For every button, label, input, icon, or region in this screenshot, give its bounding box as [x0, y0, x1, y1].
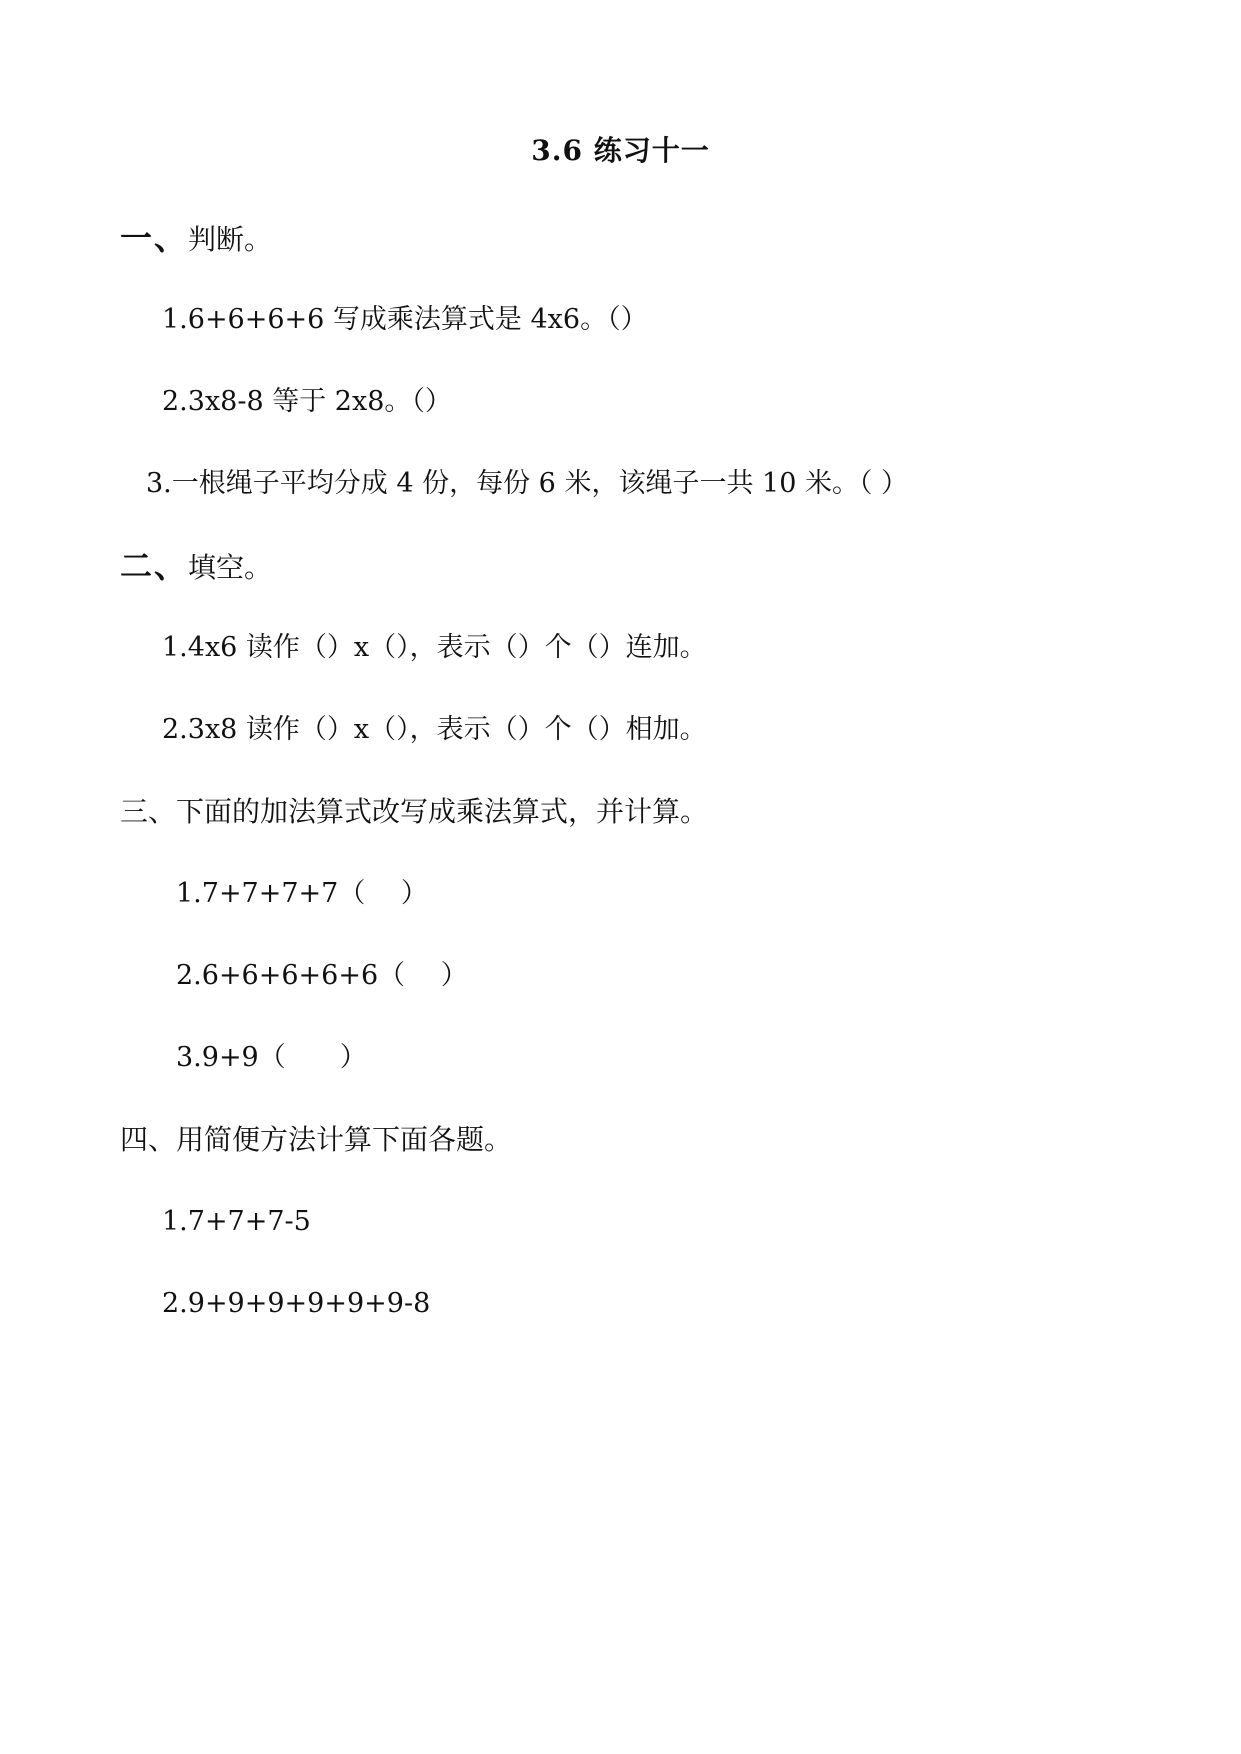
section-1-heading [120, 218, 272, 260]
section-1-item-3: 3.一根绳子平均分成 4 份，每份 6 米，该绳子一共 10 米。（ ） [146, 468, 909, 499]
page-title: 3.6 练习十一 [531, 134, 710, 167]
section-4-item-1: 1.7+7+7-5 [162, 1206, 311, 1237]
section-3-marker: 三、 [120, 795, 177, 828]
section-3-item-2: 2.6+6+6+6+6（ ） [176, 960, 468, 991]
section-2-item-2: 2.3x8 读作（）x（），表示（）个（）相加。 [162, 714, 707, 745]
section-2-heading [120, 546, 272, 588]
section-2-marker: 二、 [120, 547, 189, 585]
section-1-item-1: 1.6+6+6+6 写成乘法算式是 4x6。（） [162, 304, 648, 335]
section-3-item-3: 3.9+9（ ） [176, 1042, 367, 1073]
section-2-item-1: 1.4x6 读作（）x（），表示（）个（）连加。 [162, 632, 707, 663]
section-1-title: 判断。 [188, 223, 273, 256]
section-4-title: 用简便方法计算下面各题。 [176, 1123, 513, 1156]
section-1-marker: 一、 [120, 219, 189, 257]
section-3-title: 下面的加法算式改写成乘法算式，并计算。 [176, 795, 709, 828]
section-3-item-1: 1.7+7+7+7（ ） [176, 878, 428, 909]
section-4-marker: 四、 [120, 1123, 177, 1156]
section-2-title: 填空。 [188, 551, 273, 584]
section-3-heading [120, 792, 708, 832]
section-1-item-2: 2.3x8-8 等于 2x8。（） [162, 386, 452, 417]
section-4-item-2: 2.9+9+9+9+9+9-8 [162, 1288, 431, 1319]
section-4-heading [120, 1120, 512, 1160]
